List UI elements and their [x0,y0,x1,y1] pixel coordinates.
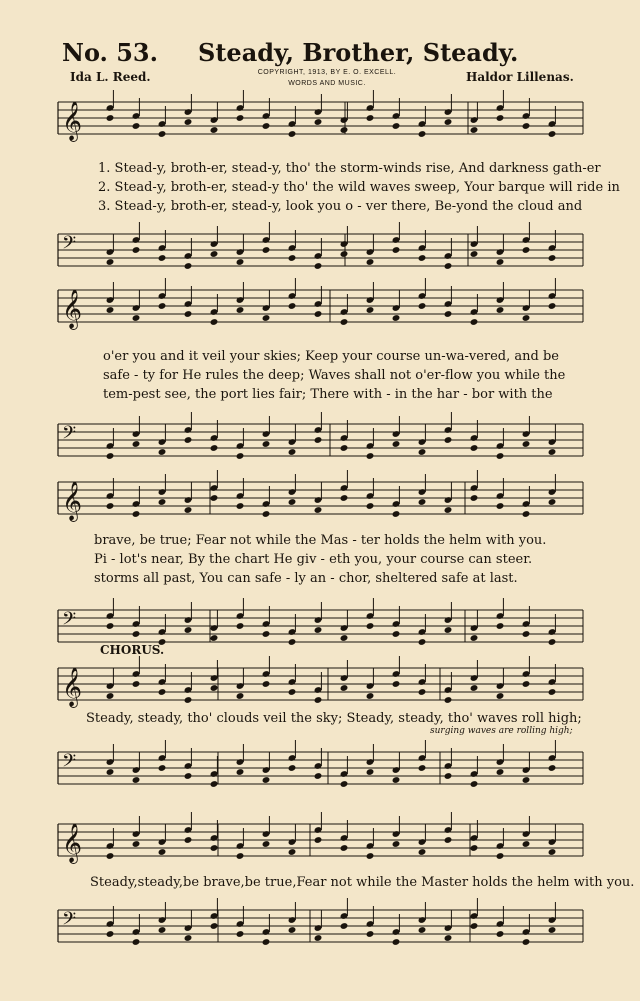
alternate-lyric: surging waves are rolling high; [430,726,573,736]
chorus-label: CHORUS. [100,643,165,657]
verse-line: 1. Stead-y, broth-er, stead-y, tho' the storm-winds rise, And darkness gath-er [98,161,601,176]
treble-staff [0,284,640,332]
svg-text:𝄞: 𝄞 [62,101,83,141]
bass-staff [0,604,640,652]
credit-line: WORDS AND MUSIC. [288,80,366,87]
svg-text:𝄢: 𝄢 [62,609,77,634]
verse-line: o'er you and it veil your skies; Keep your course un-wa-vered, and be [103,349,559,364]
lyricist: Ida L. Reed. [70,70,151,84]
bass-staff [0,228,640,276]
svg-text:𝄞: 𝄞 [62,823,83,863]
copyright-notice [242,67,412,89]
bass-staff [0,746,640,794]
verse-line: brave, be true; Fear not while the Mas - ter holds the helm with you. [94,533,547,548]
svg-text:𝄞: 𝄞 [62,667,83,707]
svg-text:𝄢: 𝄢 [62,233,77,258]
bass-staff [0,904,640,952]
chorus-line: Steady, steady, tho' clouds veil the sky; Steady, steady, tho' waves roll high; [86,711,582,726]
verse-line: storms all past, You can safe - ly an - chor, sheltered safe at last. [94,571,518,586]
composer: Haldor Lillenas. [466,70,574,84]
verse-line: tem-pest see, the port lies fair; There with - in the har - bor with the [103,387,553,402]
svg-text:𝄢: 𝄢 [62,423,77,448]
copyright-line: COPYRIGHT, 1913, BY E. O. EXCELL. [257,69,397,76]
treble-staff [0,818,640,866]
treble-staff [0,476,640,524]
bass-staff [0,418,640,466]
svg-text:𝄞: 𝄞 [62,289,83,329]
hymn-title: Steady, Brother, Steady. [198,38,519,67]
treble-staff [0,96,640,144]
chorus-line: Steady,steady,be brave,be true,Fear not while the Master holds the helm with you. [90,875,635,890]
svg-text:𝄢: 𝄢 [62,751,77,776]
hymn-number: No. 53. [62,38,158,67]
verse-line: safe - ty for He rules the deep; Waves shall not o'er-flow you while the [103,368,566,383]
svg-text:𝄞: 𝄞 [62,481,83,521]
verse-line: Pi - lot's near, By the chart He giv - eth you, your course can steer. [94,552,533,567]
svg-text:𝄢: 𝄢 [62,909,77,934]
treble-staff [0,662,640,710]
verse-line: 3. Stead-y, broth-er, stead-y, look you o - ver there, Be-yond the cloud and [98,199,583,214]
verse-line: 2. Stead-y, broth-er, stead-y tho' the wild waves sweep, Your barque will ride in [98,180,620,195]
